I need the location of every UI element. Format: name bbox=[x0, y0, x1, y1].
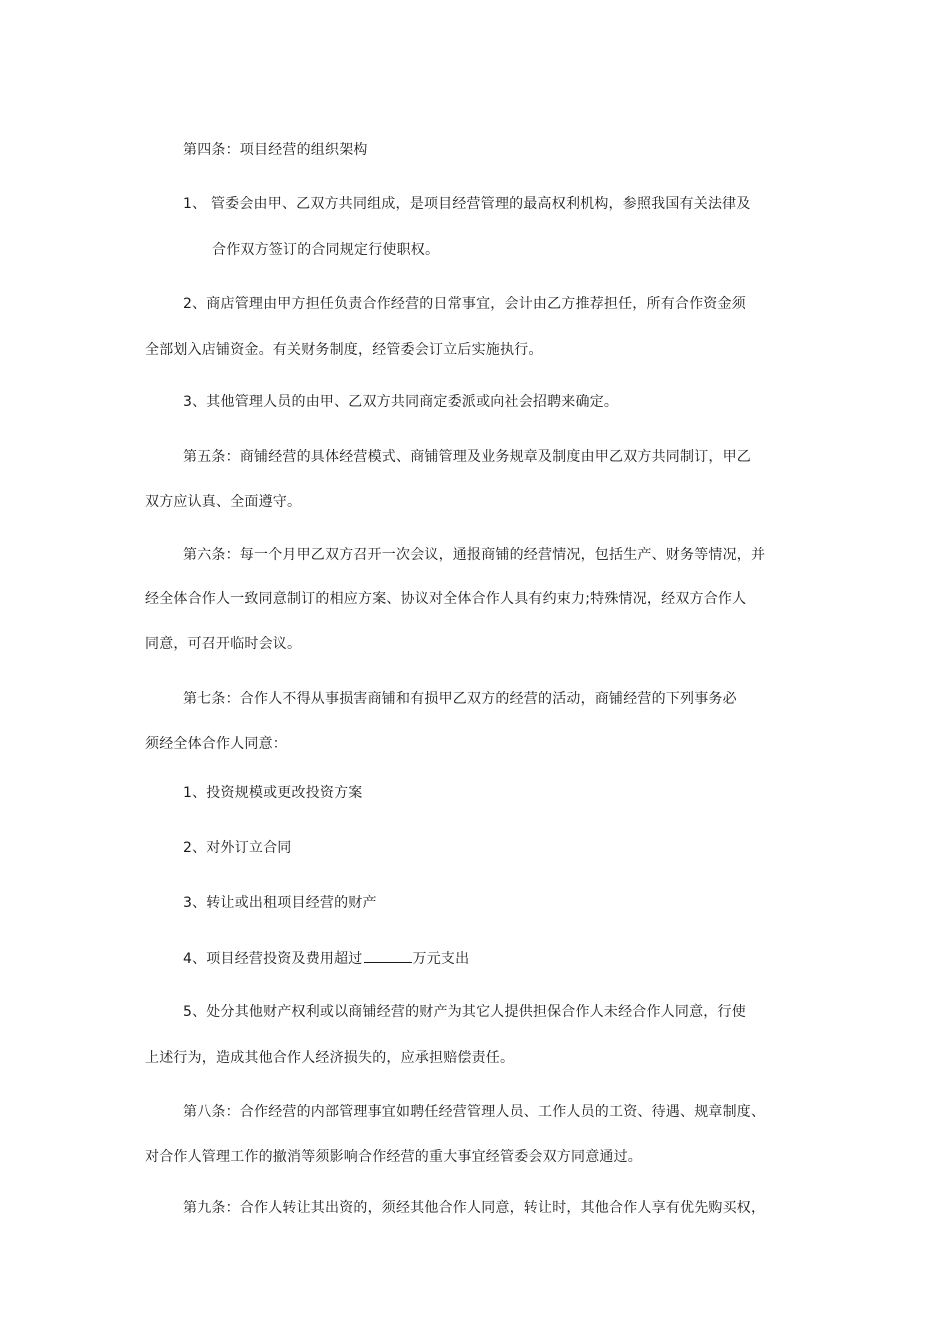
article-7-line-1: 第七条：合作人不得从事损害商铺和有损甲乙双方的经营的活动，商铺经营的下列事务必 bbox=[183, 691, 737, 707]
article-4-item-2-line-2: 全部划入店铺资金。有关财务制度，经管委会订立后实施执行。 bbox=[145, 342, 543, 358]
article-6-line-2: 经全体合作人一致同意制订的相应方案、协议对全体合作人具有约束力;特殊情况，经双方合作人 bbox=[145, 591, 747, 607]
article-5-line-2: 双方应认真、全面遵守。 bbox=[145, 494, 302, 510]
article-7-item-4-text-before: 4、项目经营投资及费用超过 bbox=[183, 951, 363, 967]
article-7-item-4 bbox=[183, 948, 469, 969]
article-4-item-1-line-2: 合作双方签订的合同规定行使职权。 bbox=[212, 242, 440, 258]
article-7-item-5-line-2: 上述行为，造成其他合作人经济损失的，应承担赔偿责任。 bbox=[145, 1050, 515, 1066]
article-4-item-3: 3、其他管理人员的由甲、乙双方共同商定委派或向社会招聘来确定。 bbox=[183, 394, 619, 410]
article-7-item-3: 3、转让或出租项目经营的财产 bbox=[183, 895, 377, 911]
article-5-line-1: 第五条：商铺经营的具体经营模式、商铺管理及业务规章及制度由甲乙双方共同制订，甲乙 bbox=[183, 449, 751, 465]
article-6-line-3: 同意，可召开临时会议。 bbox=[145, 636, 302, 652]
amount-blank bbox=[364, 948, 412, 963]
article-7-item-1: 1、投资规模或更改投资方案 bbox=[183, 785, 363, 801]
article-8-line-2: 对合作人管理工作的撤消等须影响合作经营的重大事宜经管委会双方同意通过。 bbox=[145, 1149, 642, 1165]
article-8-line-1: 第八条：合作经营的内部管理事宜如聘任经营管理人员、工作人员的工资、待遇、规章制度、 bbox=[183, 1104, 766, 1120]
article-7-line-2: 须经全体合作人同意： bbox=[145, 736, 287, 752]
article-7-item-2: 2、对外订立合同 bbox=[183, 840, 292, 856]
article-9-line-1: 第九条：合作人转让其出资的，须经其他合作人同意，转让时，其他合作人享有优先购买权， bbox=[183, 1200, 766, 1216]
article-4-item-2-line-1: 2、商店管理由甲方担任负责合作经营的日常事宜，会计由乙方推荐担任，所有合作资金须 bbox=[183, 296, 746, 312]
article-6-line-1: 第六条：每一个月甲乙双方召开一次会议，通报商铺的经营情况，包括生产、财务等情况，并 bbox=[183, 547, 766, 563]
article-7-item-4-text-after: 万元支出 bbox=[412, 951, 470, 967]
article-7-item-5-line-1: 5、处分其他财产权利或以商铺经营的财产为其它人提供担保合作人未经合作人同意，行使 bbox=[183, 1004, 746, 1020]
article-4-item-1-line-1: 1、 管委会由甲、乙双方共同组成，是项目经营管理的最高权利机构，参照我国有关法律及 bbox=[183, 196, 751, 212]
article-4-heading: 第四条：项目经营的组织架构 bbox=[183, 142, 368, 158]
